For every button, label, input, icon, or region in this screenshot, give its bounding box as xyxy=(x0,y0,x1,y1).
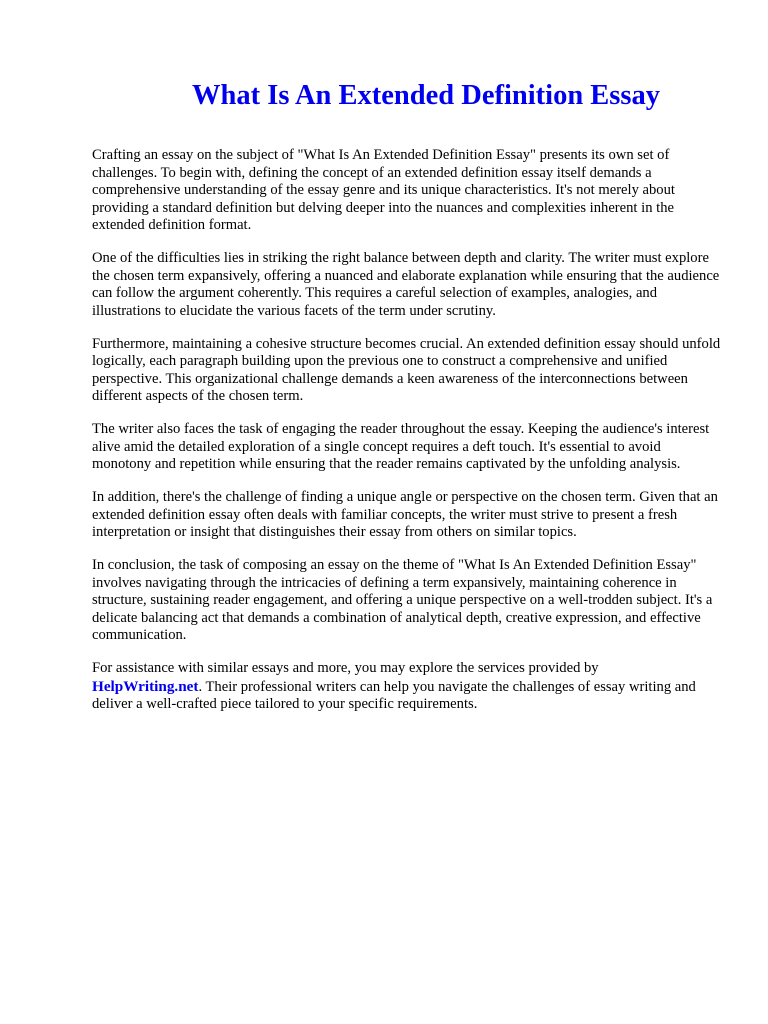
paragraph-structure: Furthermore, maintaining a cohesive structure becomes crucial. An extended definition essay should unfold logically, each paragraph building upon the previous one to construct a comprehensive and unified perspective. This organizational challenge demands a keen awareness of the interconnections between different aspects of the chosen term. xyxy=(92,335,721,404)
page-title: What Is An Extended Definition Essay xyxy=(192,80,660,111)
paragraph-engagement: The writer also faces the task of engaging the reader throughout the essay. Keeping the audience's interest alive amid the detailed exploration of a single concept requires a deft touch. It's essential to avoid monotony and repetition while ensuring that the reader remains captivated by the unfolding analysis. xyxy=(92,421,710,472)
paragraph-closing xyxy=(92,660,722,714)
paragraph-conclusion: In conclusion, the task of composing an essay on the theme of "What Is An Extended Definition Essay" involves navigating through the intricacies of defining a term expansively, maintaining coherence in structure, sustaining reader engagement, and offering a unique perspective on a well-trodden subject. It's a delicate balancing act that demands a combination of analytical depth, creative expression, and effective communication. xyxy=(92,557,713,643)
paragraph-depth-clarity: One of the difficulties lies in striking the right balance between depth and clarity. The writer must explore the chosen term expansively, offering a nuanced and elaborate explanation while ensuring that the audience can follow the argument coherently. This requires a careful selection of examples, analogies, and illustrations to elucidate the various facets of the term under scrutiny. xyxy=(92,250,720,319)
closing-text-before-link: For assistance with similar essays and more, you may explore the services provided by xyxy=(92,660,599,676)
paragraph-intro: Crafting an essay on the subject of "What Is An Extended Definition Essay" presents its own set of challenges. To begin with, defining the concept of an extended definition essay itself demands a comprehensive understanding of the essay genre and its unique characteristics. It's not merely about providing a standard definition but delving deeper into the nuances and complexities inherent in the extended definition format. xyxy=(92,147,675,233)
paragraph-unique-angle: In addition, there's the challenge of finding a unique angle or perspective on the chosen term. Given that an extended definition essay often deals with familiar concepts, the writer must strive to present a fresh interpretation or insight that distinguishes their essay from others on similar topics. xyxy=(92,489,718,540)
closing-text-after-link: . Their professional writers can help you navigate the challenges of essay writing and deliver a well-crafted piece tailored to your specific requirements. xyxy=(92,678,696,712)
helpwriting-link[interactable]: HelpWriting.net xyxy=(92,677,199,695)
